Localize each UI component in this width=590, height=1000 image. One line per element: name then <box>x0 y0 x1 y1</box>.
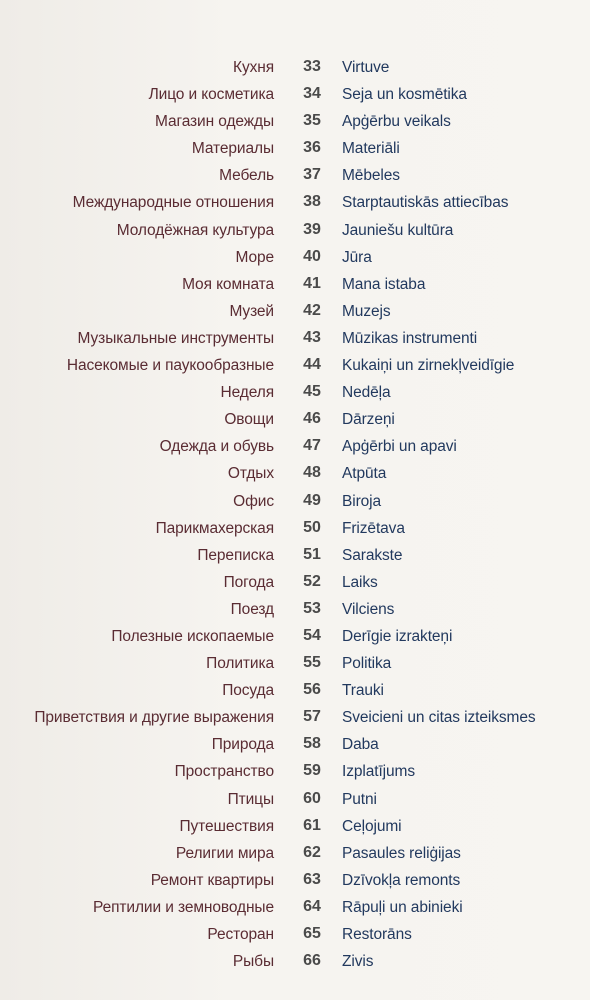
latvian-topic-title: Putni <box>342 790 377 808</box>
page-number: 43 <box>303 328 321 346</box>
russian-topic-title: Отдых <box>227 465 274 483</box>
russian-topic-title: Религии мира <box>175 844 274 862</box>
toc-entry <box>0 462 590 489</box>
russian-topic-title: Насекомые и паукообразные <box>66 357 274 375</box>
russian-topic-title: Море <box>235 248 274 266</box>
latvian-topic-title: Mūzikas instrumenti <box>342 329 478 347</box>
latvian-topic-title: Pasaules reliģijas <box>342 844 461 862</box>
russian-topic-title: Неделя <box>220 384 274 402</box>
toc-entry <box>0 490 590 517</box>
russian-topic-title: Ресторан <box>207 926 274 943</box>
russian-topic-title: Парикмахерская <box>155 519 274 537</box>
latvian-topic-title: Daba <box>342 736 379 754</box>
toc-entry <box>0 869 590 896</box>
russian-topic-title: Полезные ископаемые <box>111 627 274 645</box>
russian-topic-title: Лицо и косметика <box>148 86 274 104</box>
toc-entry <box>0 246 590 273</box>
latvian-topic-title: Derīgie izrakteņi <box>342 627 453 645</box>
latvian-topic-title: Starptautiskās attiecības <box>342 194 509 212</box>
russian-topic-title: Магазин одежды <box>154 113 274 131</box>
latvian-topic-title: Restorāns <box>342 926 412 943</box>
toc-entry <box>0 300 590 327</box>
latvian-topic-title: Vilciens <box>342 600 395 618</box>
page-number: 40 <box>303 247 321 265</box>
toc-entry <box>0 923 590 950</box>
russian-topic-title: Овощи <box>224 411 274 429</box>
latvian-topic-title: Ceļojumi <box>342 817 402 835</box>
page-number: 46 <box>303 410 321 428</box>
page-number: 51 <box>303 545 321 563</box>
russian-topic-title: Одежда и обувь <box>159 438 274 456</box>
toc-entry <box>0 408 590 435</box>
page-number: 38 <box>303 193 321 211</box>
latvian-topic-title: Muzejs <box>342 302 391 320</box>
toc-entry <box>0 733 590 760</box>
latvian-topic-title: Atpūta <box>342 465 387 483</box>
page-number: 47 <box>303 437 321 455</box>
latvian-topic-title: Apģērbi un apavi <box>342 438 457 456</box>
latvian-topic-title: Nedēļa <box>342 384 391 402</box>
latvian-topic-title: Laiks <box>342 573 378 591</box>
russian-topic-title: Молодёжная культура <box>116 221 274 239</box>
toc-entry <box>0 760 590 787</box>
russian-topic-title: Природа <box>211 736 274 754</box>
latvian-topic-title: Kukaiņi un zirnekļveidīgie <box>342 357 515 375</box>
latvian-topic-title: Dārzeņi <box>342 411 395 429</box>
russian-topic-title: Офис <box>233 492 274 510</box>
toc-entry <box>0 679 590 706</box>
page-number: 36 <box>303 139 321 157</box>
latvian-topic-title: Mana istaba <box>342 275 426 293</box>
latvian-topic-title: Izplatījums <box>342 763 415 781</box>
latvian-topic-title: Materiāli <box>342 140 400 158</box>
toc-entry <box>0 381 590 408</box>
page-number: 58 <box>303 735 321 753</box>
russian-topic-title: Музей <box>229 302 274 320</box>
russian-topic-title: Рыбы <box>232 953 274 971</box>
latvian-topic-title: Jauniešu kultūra <box>342 221 454 239</box>
latvian-topic-title: Mēbeles <box>342 167 400 185</box>
page-number: 56 <box>303 681 321 699</box>
page-number: 52 <box>303 572 321 590</box>
toc-entry <box>0 842 590 869</box>
page-number: 65 <box>303 925 321 942</box>
russian-topic-title: Ремонт квартиры <box>150 871 274 889</box>
page-number: 48 <box>303 464 321 482</box>
russian-topic-title: Политика <box>206 655 274 673</box>
toc-entry <box>0 56 590 83</box>
toc-entry <box>0 544 590 571</box>
russian-topic-title: Пространство <box>174 763 274 781</box>
page-number: 60 <box>303 789 321 807</box>
page-number: 37 <box>303 166 321 184</box>
russian-topic-title: Посуда <box>222 682 274 700</box>
russian-topic-title: Материалы <box>191 140 274 158</box>
toc-entry <box>0 327 590 354</box>
latvian-topic-title: Dzīvokļa remonts <box>342 871 461 889</box>
latvian-topic-title: Frizētava <box>342 519 405 537</box>
toc-entry <box>0 652 590 679</box>
page-number: 39 <box>303 220 321 238</box>
latvian-topic-title: Sveicieni un citas izteiksmes <box>342 709 536 727</box>
russian-topic-title: Поезд <box>230 600 274 618</box>
page-number: 35 <box>303 112 321 130</box>
toc-entry <box>0 191 590 218</box>
page-number: 34 <box>303 85 321 103</box>
toc-entry <box>0 571 590 598</box>
toc-entry <box>0 896 590 923</box>
toc-entry <box>0 219 590 246</box>
russian-topic-title: Международные отношения <box>72 194 274 212</box>
toc-entry <box>0 110 590 137</box>
toc-entry <box>0 598 590 625</box>
toc-entry <box>0 164 590 191</box>
latvian-topic-title: Jūra <box>342 248 372 266</box>
toc-entry <box>0 517 590 544</box>
page-number: 64 <box>303 897 321 915</box>
page-number: 55 <box>303 654 321 672</box>
page-number: 66 <box>303 952 321 970</box>
toc-entry <box>0 706 590 733</box>
russian-topic-title: Птицы <box>227 790 274 808</box>
page-number: 61 <box>303 816 321 834</box>
page-number: 42 <box>303 301 321 319</box>
toc-entry <box>0 354 590 381</box>
page-number: 62 <box>303 843 321 861</box>
page-number: 53 <box>303 599 321 617</box>
latvian-topic-title: Zivis <box>342 953 374 971</box>
russian-topic-title: Приветствия и другие выражения <box>34 709 274 727</box>
russian-topic-title: Переписка <box>197 546 274 564</box>
latvian-topic-title: Politika <box>342 655 392 673</box>
toc-entry <box>0 435 590 462</box>
page-number: 33 <box>303 58 321 75</box>
toc-entry <box>0 950 590 977</box>
latvian-topic-title: Apģērbu veikals <box>342 113 451 131</box>
page-number: 54 <box>303 626 321 644</box>
latvian-topic-title: Rāpuļi un abinieki <box>342 898 463 916</box>
russian-topic-title: Погода <box>223 573 274 591</box>
latvian-topic-title: Sarakste <box>342 546 403 564</box>
page-number: 44 <box>303 356 321 374</box>
toc-entry <box>0 788 590 815</box>
latvian-topic-title: Trauki <box>342 682 384 700</box>
toc-entry <box>0 273 590 300</box>
page-number: 63 <box>303 870 321 888</box>
russian-topic-title: Кухня <box>233 59 274 76</box>
page-number: 57 <box>303 708 321 726</box>
latvian-topic-title: Seja un kosmētika <box>342 86 467 104</box>
page-number: 41 <box>303 274 321 292</box>
russian-topic-title: Музыкальные инструменты <box>77 329 274 347</box>
toc-entry <box>0 625 590 652</box>
page-number: 49 <box>303 491 321 509</box>
page-number: 59 <box>303 762 321 780</box>
latvian-topic-title: Virtuve <box>342 59 390 76</box>
page-number: 45 <box>303 383 321 401</box>
page-number: 50 <box>303 518 321 536</box>
russian-topic-title: Рептилии и земноводные <box>93 898 274 916</box>
russian-topic-title: Мебель <box>219 167 274 185</box>
toc-entry <box>0 815 590 842</box>
latvian-topic-title: Biroja <box>342 492 382 510</box>
toc-entry <box>0 137 590 164</box>
russian-topic-title: Моя комната <box>182 275 274 293</box>
table-of-contents <box>0 56 590 977</box>
russian-topic-title: Путешествия <box>179 817 274 835</box>
toc-entry <box>0 83 590 110</box>
